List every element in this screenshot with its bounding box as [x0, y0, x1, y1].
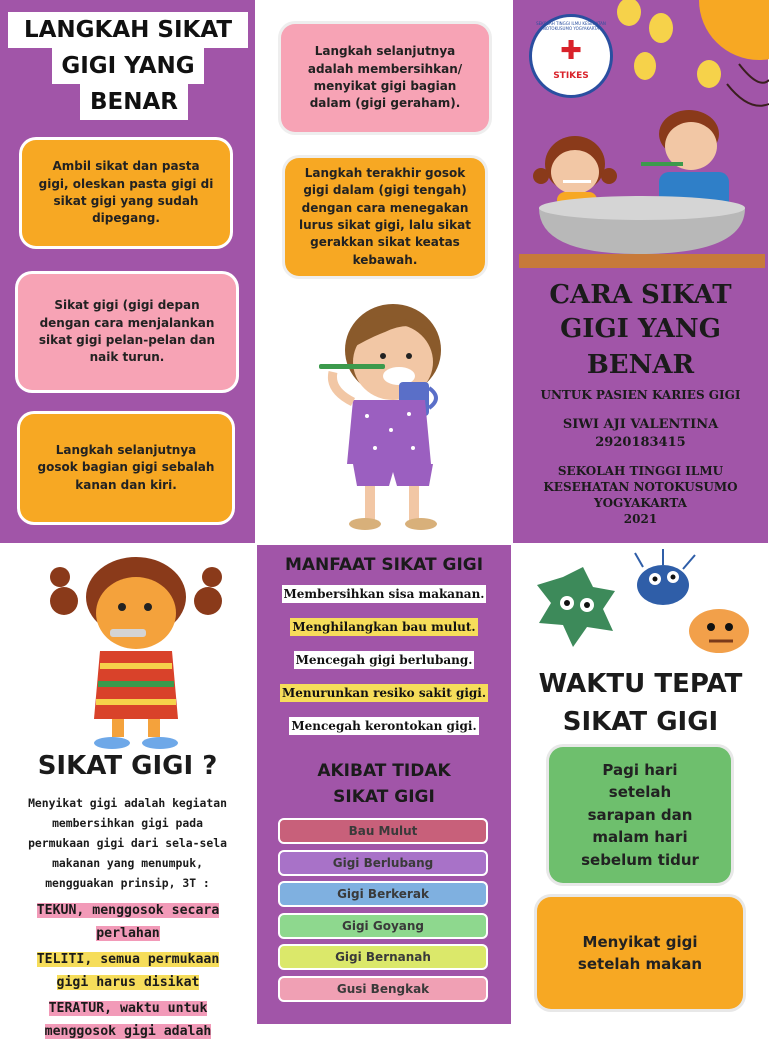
cover-subtitle: UNTUK PASIEN KARIES GIGI [540, 388, 741, 402]
principles-list [8, 899, 248, 1043]
paragraph-line-4: makanan yang menumpuk, [52, 856, 203, 870]
effect-bar: Gigi Berkerak [278, 881, 488, 907]
kids-brushing-illustration [519, 104, 765, 270]
step-card-4: Langkah selanjutnya adalah membersihkan/ menyikat gigi bagian dalam (gigi geraham). [281, 24, 489, 132]
step-card-2: Sikat gigi (gigi depan dengan cara menjalankan sikat gigi pelan-pelan dan naik turun. [18, 274, 236, 390]
panel-cover [513, 0, 768, 543]
timing-card-1: Pagi hari setelah sarapan dan malam hari sebelum tidur [549, 747, 731, 883]
timing-title-line-2: SIKAT GIGI [562, 707, 719, 737]
principle-teliti-line-2: gigi harus disikat [56, 975, 200, 990]
step-card-5: Langkah terakhir gosok gigi dalam (gigi tengah) dengan cara menegakan lurus sikat gigi, lalu sikat gerakkan sikat keatas kebawah. [285, 158, 485, 276]
panel-steps-2 [257, 0, 511, 543]
timing-card-2: Menyikat gigi setelah makan [537, 897, 743, 1009]
panel-what-is [0, 545, 255, 1039]
principle-tekun-line-2: perlahan [96, 926, 160, 941]
principle-teratur-line-1: TERATUR, waktu untuk [48, 1001, 208, 1016]
effect-bar: Gigi Bernanah [278, 944, 488, 970]
principle-teratur [8, 997, 248, 1043]
principle-tekun [8, 899, 248, 945]
benefit-text: Menghilangkan bau mulut. [292, 620, 476, 634]
panel-timing [513, 545, 768, 1024]
benefit-text: Membersihkan sisa makanan. [283, 587, 485, 601]
steps-title-line-3: BENAR [80, 84, 188, 120]
horizontal-divider [0, 543, 768, 545]
timing-title-line-1: WAKTU TEPAT [538, 669, 743, 699]
panel-steps-1 [0, 0, 255, 543]
girl-brushing-illustration [46, 551, 226, 751]
logo-cross-icon: ✚ [560, 36, 582, 66]
cover-institution-3: YOGYAKARTA [594, 496, 687, 510]
boy-brushing-illustration [313, 290, 453, 535]
steps-title-line-1: LANGKAH SIKAT [8, 12, 248, 48]
benefits-title: MANFAAT SIKAT GIGI [284, 555, 484, 575]
steps-title-box [8, 12, 248, 118]
principle-teratur-line-2: menggosok gigi adalah [44, 1024, 212, 1039]
benefit-item [257, 686, 511, 719]
effects-title-line-2: SIKAT GIGI [333, 787, 435, 807]
benefits-list [257, 587, 511, 752]
logo-ring-text: SEKOLAH TINGGI ILMU KESEHATAN NOTOKUSUMO YOGYAKARTA [536, 21, 606, 31]
cover-author: SIWI AJI VALENTINA [562, 417, 719, 432]
effects-title-line-1: AKIBAT TIDAK [317, 761, 451, 781]
principle-teliti [8, 948, 248, 994]
what-is-paragraph [0, 793, 255, 893]
effect-bar: Gigi Berlubang [278, 850, 488, 876]
benefit-item [257, 653, 511, 686]
benefit-text: Menurunkan resiko sakit gigi. [281, 686, 487, 700]
paragraph-line-5: mengguakan prinsip, 3T : [45, 876, 210, 890]
benefit-item [257, 719, 511, 752]
logo-stikes-text: STIKES [553, 71, 589, 81]
cover-title-line-3: BENAR [586, 350, 695, 380]
effect-bar: Gigi Goyang [278, 913, 488, 939]
cover-institution-1: SEKOLAH TINGGI ILMU [557, 464, 724, 478]
effect-bar: Bau Mulut [278, 818, 488, 844]
benefit-text: Mencegah kerontokan gigi. [291, 719, 477, 733]
cover-title-line-1: CARA SIKAT [549, 280, 732, 310]
cover-nim: 2920183415 [595, 435, 686, 450]
benefit-item [257, 587, 511, 620]
step-card-3: Langkah selanjutnya gosok bagian gigi sebalah kanan dan kiri. [20, 414, 232, 522]
principle-teliti-line-1: TELITI, semua permukaan [36, 952, 220, 967]
paragraph-line-2: membersihkan gigi pada [52, 816, 203, 830]
paragraph-line-1: Menyikat gigi adalah kegiatan [28, 796, 227, 810]
stikes-logo [529, 14, 613, 98]
sun-illustration [609, 0, 769, 120]
benefit-item [257, 620, 511, 653]
benefit-text: Mencegah gigi berlubang. [295, 653, 473, 667]
paragraph-line-3: permukaan gigi dari sela-sela [28, 836, 227, 850]
cover-title-line-2: GIGI YANG [560, 314, 721, 344]
effect-bar: Gusi Bengkak [278, 976, 488, 1002]
germs-illustration [523, 547, 763, 667]
step-card-1: Ambil sikat dan pasta gigi, oleskan pasta gigi di sikat gigi yang sudah dipegang. [22, 140, 230, 246]
cover-year: 2021 [623, 512, 658, 526]
steps-title-line-2: GIGI YANG [52, 48, 204, 84]
what-is-title: SIKAT GIGI ? [37, 751, 218, 781]
principle-tekun-line-1: TEKUN, menggosok secara [36, 903, 220, 918]
cover-institution-2: KESEHATAN NOTOKUSUMO [543, 480, 738, 494]
